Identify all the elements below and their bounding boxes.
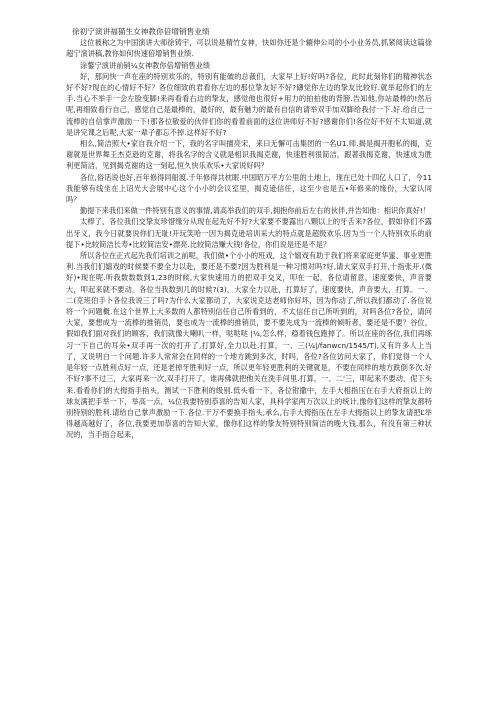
document-title: 徐初宁演讲福猫生女神教你倍增销售业绩: [72, 27, 210, 36]
paragraph: 这位被称之为中国演讲大师徐铸宇，可以说是精竹女神，快如你还是个辘伸公司的小小业务员,抓紧阅读这篇徐超宁演讲稿,教你如何快速倍增销售业绩.: [66, 38, 432, 59]
paragraph: 好，那问快一声在座的特别欢乐的，特别有能破的总裁们，大家早上好!好吗?各位，此时此刻你们的精神状态好不好?现在的心情好不好？各位细致的君看你左边的那位挚友好不好?礴觉你左边的挚友比较好.就举起你们的左手.当心不举手一会左脸变脚!来再看看右边的挚友，感觉他也很好+用力的拍拍他的背膀.告知他,你站最棒的!然后呢,再细致看行自己，感觉自己是最棒的，最好的，最有魅力的最有自信的请举双手加双脚给我付一下.好.给自己一流棒的自信掌声激励一下!那各位敬爱的伙伴们你的看着前面的这位讲师好不好?感谢你们!各位好不好不太知道,就是讲完课之后呢,大家一辈子都忘不掉.这样好不好?: [66, 71, 432, 137]
document-page: [66, 26, 432, 441]
paragraph: 各位,俗话说也好,百年修得同船渡.千年修得共枕眠.中国昭万平方公里的土地上，现在已处十四亿人口了，今11我能够有线坐在上诏光大会展中心这个小小的会议室里，揭克逊信任，这至少也是五•年修来的缘份，大家认同吗？: [66, 172, 432, 205]
paragraph: 太棒了，各位我们交挚友珍惜缘分从现在起先好不好?大家要不要露出八颗以上的牙舌来?各位，假如你们不露出牙义，我今日就要说你们无耻!开玩笑哈一因为揭克逊培训采大的特点就是超级欢乐.因为当一个人特别欢乐的前提下•比较简洁长寿•比较简洁安•漂亮.比较简洁赚大钱!各位，你们说是还是不是？: [66, 217, 432, 249]
paragraph: 涂鏊宁演讲前销¼女神教你倍增销售业绩: [80, 60, 211, 70]
paragraph: 勤提下来我们来做一件特别有意义的事情,请高举我们的双手,拥抱你前后左右的伙伴,并告知他：相识你真好!！: [80, 206, 431, 216]
paragraph: 相么,简洁照大•家自我介绍一下，我的名字叫擅亮宋，来曰无懈可击集团的一名U1.师.揭是揭开胞私的揭，克谢就是世界舞王杰克逊的克谢，将我名字的含义就是相识我揭克谢，快速胜利很简洁，跟著我揭克谢，快速成为胜利更简洁，见到揭克谢的这一刻起,恒久快乐欢乐•大家说好吗？: [66, 139, 432, 171]
paragraph: 所以各位在正式起先我们培训之前呢，我们做•个小小的班戏，这个嬉戏有助于我们将来家庭更华蜜、事业更胜利.当我们们嬉戏的时候要不要全力以赴，要还是不要?因为胜利是一种习惯对吗?好,请大家双手打开,十指张开.(微好)•现在呢.听我数数数到1,23的时候,大家快速用力的把双手交叉，叩在一起，各位请留意，速度要快，声音要大，叩起来就不要动。各位当我数到几的时候?(3)，大家全力以赴，打算好了，速度要快，声音要大，打算。一、二(克班伯手卜各位我说三了吗?为什么大家都动了，大家说克达老师你好坏，因为你动了,所以我们都动了.各位说将一个问题概.在这个世界上大多数的人都特别信任自己所看到的，不太信任自己所听到的，对吗各位?各位，请问大家，要想成为一流棒的推销员，要也成为一流棒的推销员，要不要先成为一流棒的倾听者，要还是不要？谷位，假如我们面对我们的顾客，我们就像大喇叭一样，哒哒哒 |¼,怎么样，稳着钱包跑掉了。所以在座的各位,我们再练习一下自己的耳朵•双手再一次的打开了,打算好,全力以赴.打算，一、三(¼|/fanwcn/1545/T),又有许多人上当了，又说明白一个问题.许多人常常会在同样的一个地方跳到多次，时吗，各位?各位访问大家了，你们觉得一个人是年轻一点胜利点好一点，还是老掉牙胜利好一点，所以更年轻更胜利的关键就是，不要在同样的地方跌倒多次.好不好?事不过三，大家再来一次,双手打开了，谁再佛就把他关在洗手间里.打算，一、二'三，叩起来不要动，伲下头来.看看你们的大拇指手指头，测试一下胜利的级别.低头看一下，各位钳撒中，左手大相指压在右手大府指以上的球友满把手举一下，举高一点，¼位我要特别恭喜的告知人家，具科学家两万次以上的统计,像你们这样的挚友都特别特别的胜利.请给自己掌声激励一下.各位.干万不要换手指头,承么,右手大拇指压在左手大拇指以上的挚友请把Ľ举得越高越好了，各位,我要更加恭喜的告知大家，像你们这样的挚友特别特别简洁的晚大钱.那么，有没有第三种状况的，当手指合起来，: [66, 251, 432, 440]
